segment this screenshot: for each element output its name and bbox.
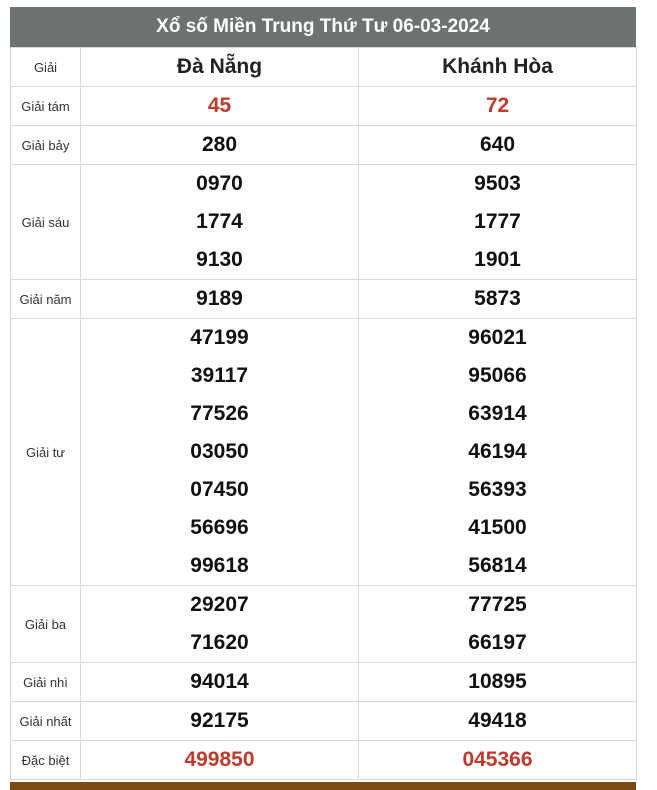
result-number: 77526 — [190, 402, 249, 425]
prize-row — [11, 87, 637, 126]
result-number: 499850 — [184, 748, 255, 771]
prize-row — [11, 663, 637, 702]
result-number: 95066 — [468, 364, 527, 387]
prize-label: Giải sáu — [11, 165, 81, 280]
result-number: 29207 — [190, 593, 249, 616]
result-cell-da-nang — [81, 280, 359, 319]
result-cell-khanh-hoa — [359, 741, 637, 780]
result-number: 0970 — [196, 172, 243, 195]
prize-row — [11, 280, 637, 319]
result-number: 47199 — [190, 326, 249, 349]
result-cell-da-nang — [81, 165, 359, 280]
province-header-khanh-hoa: Khánh Hòa — [359, 48, 637, 87]
result-number: 63914 — [468, 402, 527, 425]
result-number: 56696 — [190, 516, 249, 539]
result-cell-khanh-hoa — [359, 702, 637, 741]
result-cell-da-nang — [81, 663, 359, 702]
prize-row — [11, 586, 637, 663]
prize-row — [11, 165, 637, 280]
results-title: Xổ số Miền Trung Thứ Tư 06-03-2024 — [10, 7, 636, 47]
result-number: 92175 — [190, 709, 249, 732]
result-number: 9503 — [474, 172, 521, 195]
result-number: 280 — [201, 133, 238, 156]
result-number: 03050 — [190, 440, 249, 463]
result-number: 49418 — [468, 709, 527, 732]
result-number: 5873 — [474, 287, 521, 310]
result-cell-khanh-hoa — [359, 663, 637, 702]
result-number: 94014 — [190, 670, 249, 693]
result-number: 66197 — [468, 631, 527, 654]
result-number: 07450 — [190, 478, 249, 501]
result-cell-khanh-hoa — [359, 87, 637, 126]
prize-row — [11, 741, 637, 780]
result-number: 41500 — [468, 516, 527, 539]
prize-row — [11, 126, 637, 165]
result-number: 96021 — [468, 326, 527, 349]
prize-label: Giải tư — [11, 319, 81, 586]
result-cell-khanh-hoa — [359, 165, 637, 280]
result-number: 46194 — [468, 440, 527, 463]
result-cell-da-nang — [81, 319, 359, 586]
result-cell-da-nang — [81, 702, 359, 741]
prize-label: Giải nhì — [11, 663, 81, 702]
result-number: 56814 — [468, 554, 527, 577]
result-cell-da-nang — [81, 586, 359, 663]
result-cell-khanh-hoa — [359, 280, 637, 319]
prize-label: Giải bảy — [11, 126, 81, 165]
result-cell-khanh-hoa — [359, 586, 637, 663]
result-number: 77725 — [468, 593, 527, 616]
result-cell-da-nang — [81, 741, 359, 780]
result-cell-da-nang — [81, 87, 359, 126]
result-number: 1777 — [474, 210, 521, 233]
result-number: 1901 — [474, 248, 521, 271]
result-number: 56393 — [468, 478, 527, 501]
result-cell-khanh-hoa — [359, 126, 637, 165]
result-number: 9130 — [196, 248, 243, 271]
result-number: 99618 — [190, 554, 249, 577]
prize-label: Giải ba — [11, 586, 81, 663]
results-panel — [10, 7, 636, 780]
result-cell-khanh-hoa — [359, 319, 637, 586]
prize-label: Giải năm — [11, 280, 81, 319]
prize-row — [11, 319, 637, 586]
prize-column-header: Giải — [11, 48, 81, 87]
results-table — [10, 47, 637, 780]
result-cell-da-nang — [81, 126, 359, 165]
result-number: 640 — [479, 133, 516, 156]
footer-bar — [10, 782, 636, 790]
result-number: 45 — [207, 94, 232, 117]
result-number: 39117 — [190, 364, 249, 387]
result-number: 10895 — [468, 670, 527, 693]
prize-label: Giải nhất — [11, 702, 81, 741]
result-number: 71620 — [190, 631, 249, 654]
result-number: 045366 — [462, 748, 533, 771]
result-number: 9189 — [196, 287, 243, 310]
province-header-da-nang: Đà Nẵng — [81, 48, 359, 87]
prize-label: Giải tám — [11, 87, 81, 126]
header-row — [11, 48, 637, 87]
prize-row — [11, 702, 637, 741]
result-number: 1774 — [196, 210, 243, 233]
result-number: 72 — [485, 94, 510, 117]
prize-label: Đặc biệt — [11, 741, 81, 780]
